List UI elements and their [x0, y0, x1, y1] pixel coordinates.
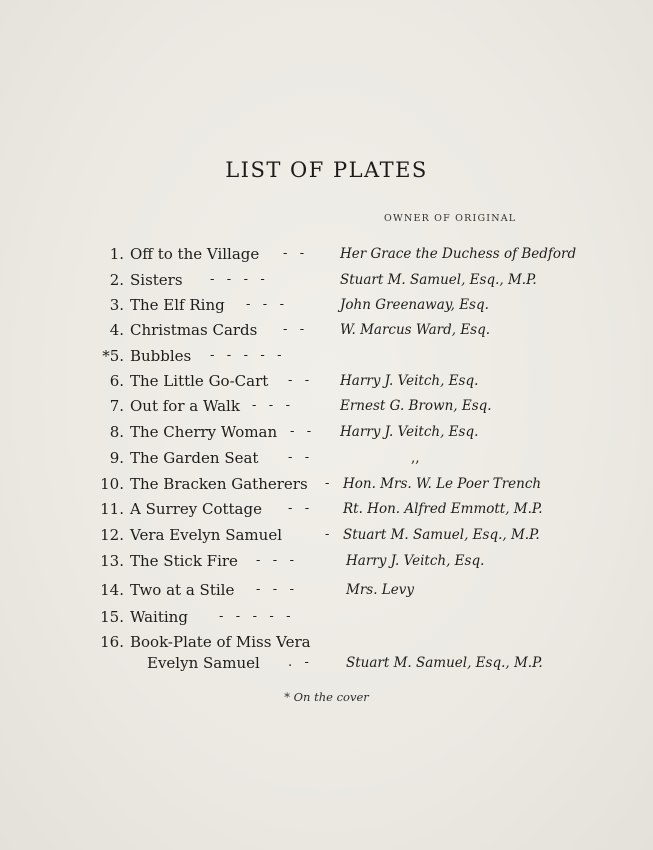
plate-title: The Cherry Woman: [130, 423, 278, 441]
plate-owner: Harry J. Veitch, Esq.: [340, 424, 479, 440]
leader-dashes: - - -: [256, 582, 294, 597]
leader-dashes: -: [325, 476, 330, 491]
leader-dashes: - - - - -: [219, 609, 291, 624]
plate-number: 13.: [100, 552, 124, 570]
leader-dashes: -: [325, 527, 330, 542]
leader-dashes: - -: [290, 424, 312, 439]
leader-dashes: - -: [283, 322, 305, 337]
plate-number: 9.: [109, 449, 124, 467]
leader-dashes: - - -: [252, 398, 290, 413]
cover-footnote: * On the cover: [284, 690, 369, 704]
plate-number: 4.: [109, 321, 124, 339]
leader-dashes: - -: [283, 246, 305, 261]
plate-number: 11.: [100, 500, 124, 518]
plate-title: Out for a Walk: [130, 397, 240, 415]
plate-title: The Stick Fire: [130, 552, 238, 570]
plate-row: [0, 474, 653, 498]
plate-row: [0, 244, 653, 268]
plate-number: 3.: [109, 296, 124, 314]
plate-row-continued: [0, 653, 653, 677]
plate-row: [0, 422, 653, 446]
plate-row: [0, 607, 653, 631]
plate-owner: Rt. Hon. Alfred Emmott, M.P.: [343, 501, 543, 517]
leader-dashes: - - -: [256, 553, 294, 568]
owner-column-header: OWNER OF ORIGINAL: [384, 213, 517, 224]
plate-owner: Ernest G. Brown, Esq.: [340, 398, 492, 414]
plate-title: Sisters: [130, 271, 183, 289]
plate-owner: Stuart M. Samuel, Esq., M.P.: [340, 272, 537, 288]
plate-owner: Harry J. Veitch, Esq.: [346, 553, 485, 569]
plate-row: [0, 499, 653, 523]
plate-row: [0, 371, 653, 395]
plate-title: A Surrey Cottage: [130, 500, 262, 518]
plate-row: [0, 270, 653, 294]
plate-number: 8.: [109, 423, 124, 441]
plate-title: Book-Plate of Miss Vera: [130, 633, 311, 651]
plate-number: 14.: [100, 581, 124, 599]
plate-title: The Elf Ring: [130, 296, 225, 314]
plate-title-continued: Evelyn Samuel: [147, 654, 260, 672]
plate-title: Off to the Village: [130, 245, 260, 263]
plate-row: [0, 396, 653, 420]
plate-row: [0, 580, 653, 604]
plate-row: [0, 320, 653, 344]
plate-row: [0, 525, 653, 549]
plate-owner: Mrs. Levy: [346, 582, 414, 598]
page-title: LIST OF PLATES: [225, 158, 428, 182]
plate-row: [0, 448, 653, 472]
plate-title: The Garden Seat: [130, 449, 259, 467]
plate-title: The Bracken Gatherers: [130, 475, 308, 493]
plate-owner: Stuart M. Samuel, Esq., M.P.: [343, 527, 540, 543]
plate-number: 1.: [109, 245, 124, 263]
plate-owner: W. Marcus Ward, Esq.: [340, 322, 491, 338]
plate-owner: Her Grace the Duchess of Bedford: [340, 246, 577, 262]
plate-owner: Harry J. Veitch, Esq.: [340, 373, 479, 389]
leader-dashes: - -: [288, 501, 310, 516]
leader-dashes: - -: [288, 450, 310, 465]
leader-dashes: - - -: [246, 297, 284, 312]
leader-dashes: . -: [288, 655, 309, 670]
plate-owner: John Greenaway, Esq.: [340, 297, 489, 313]
plate-title: Two at a Stile: [130, 581, 235, 599]
plate-owner: Hon. Mrs. W. Le Poer Trench: [343, 476, 542, 492]
plate-number: 10.: [100, 475, 124, 493]
ditto-mark: ,,: [411, 450, 420, 466]
plate-owner: Stuart M. Samuel, Esq., M.P.: [346, 655, 543, 671]
leader-dashes: - - - -: [210, 272, 265, 287]
plate-title: Vera Evelyn Samuel: [130, 526, 282, 544]
plate-number: 16.: [100, 633, 124, 651]
plate-number: 2.: [109, 271, 124, 289]
plate-title: Christmas Cards: [130, 321, 258, 339]
plate-title: The Little Go-Cart: [130, 372, 269, 390]
plate-row: [0, 551, 653, 575]
plate-number: 12.: [100, 526, 124, 544]
plate-row: [0, 295, 653, 319]
plate-number: *5.: [102, 347, 124, 365]
plate-number: 15.: [100, 608, 124, 626]
plate-title: Waiting: [130, 608, 188, 626]
plate-row: [0, 346, 653, 370]
leader-dashes: - -: [288, 373, 310, 388]
plate-number: 6.: [109, 372, 124, 390]
leader-dashes: - - - - -: [210, 348, 282, 363]
plate-title: Bubbles: [130, 347, 192, 365]
plate-number: 7.: [109, 397, 124, 415]
